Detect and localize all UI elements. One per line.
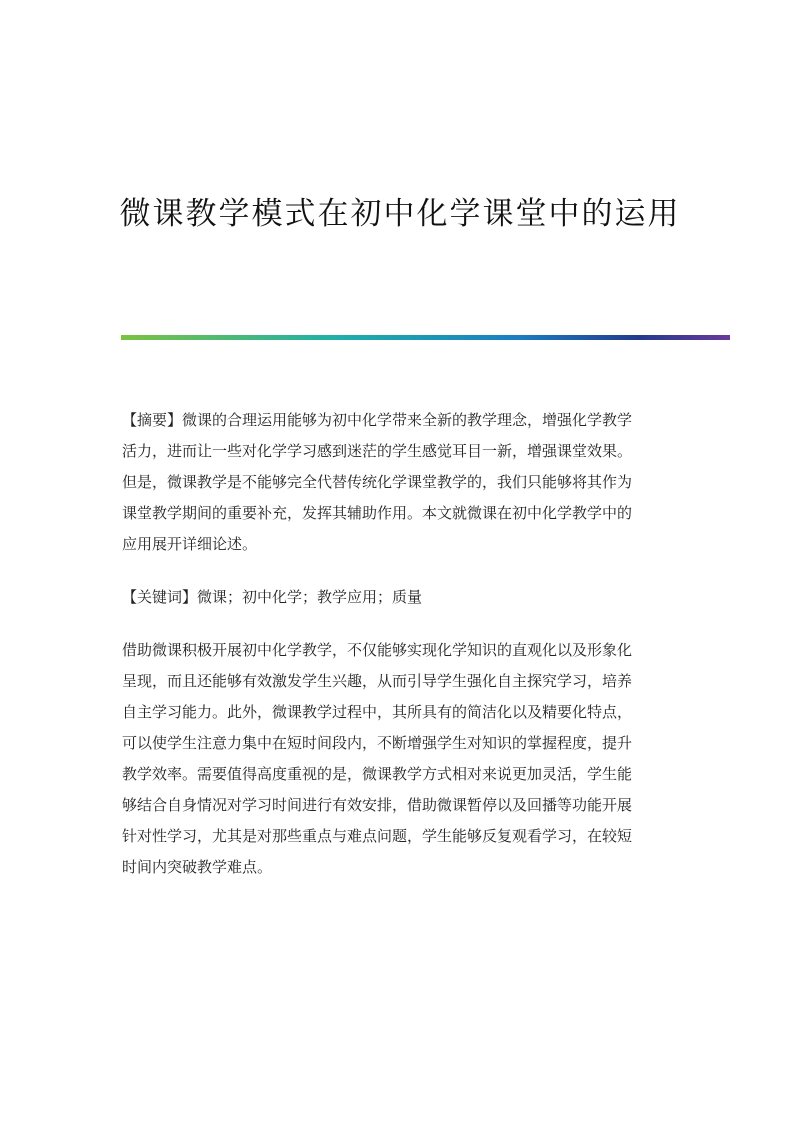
keywords-paragraph: 【关键词】微课；初中化学；教学应用；质量 [122,588,423,606]
abstract-line: 应用展开详细论述。 [122,535,258,553]
abstract-line: 但是，微课教学是不能够完全代替传统化学课堂教学的，我们只能够将其作为 [122,473,633,491]
body-line: 时间内突破教学难点。 [122,858,273,876]
body-line: 够结合自身情况对学习时间进行有效安排，借助微课暂停以及回播等功能开展 [122,796,633,814]
body-line: 可以使学生注意力集中在短时间段内，不断增强学生对知识的掌握程度，提升 [122,734,633,752]
document-title: 微课教学模式在初中化学课堂中的运用 [119,196,681,232]
document-content [122,405,678,905]
abstract-line: 活力，进而让一些对化学学习感到迷茫的学生感觉耳目一新，增强课堂效果。 [122,442,633,460]
body-line: 自主学习能力。此外，微课教学过程中，其所具有的简洁化以及精要化特点， [122,703,633,721]
body-line: 针对性学习，尤其是对那些重点与难点问题，学生能够反复观看学习，在较短 [122,827,633,845]
abstract-line: 课堂教学期间的重要补充，发挥其辅助作用。本文就微课在初中化学教学中的 [122,504,633,522]
body-paragraph [122,635,678,883]
abstract-paragraph [122,405,678,560]
body-line: 教学效率。需要值得高度重视的是，微课教学方式相对来说更加灵活，学生能 [122,765,633,783]
body-line: 借助微课积极开展初中化学教学，不仅能够实现化学知识的直观化以及形象化 [122,641,633,659]
body-line: 呈现，而且还能够有效激发学生兴趣，从而引导学生强化自主探究学习，培养 [122,672,633,690]
gradient-divider [121,335,730,340]
abstract-line: 【摘要】微课的合理运用能够为初中化学带来全新的教学理念，增强化学教学 [122,411,633,429]
